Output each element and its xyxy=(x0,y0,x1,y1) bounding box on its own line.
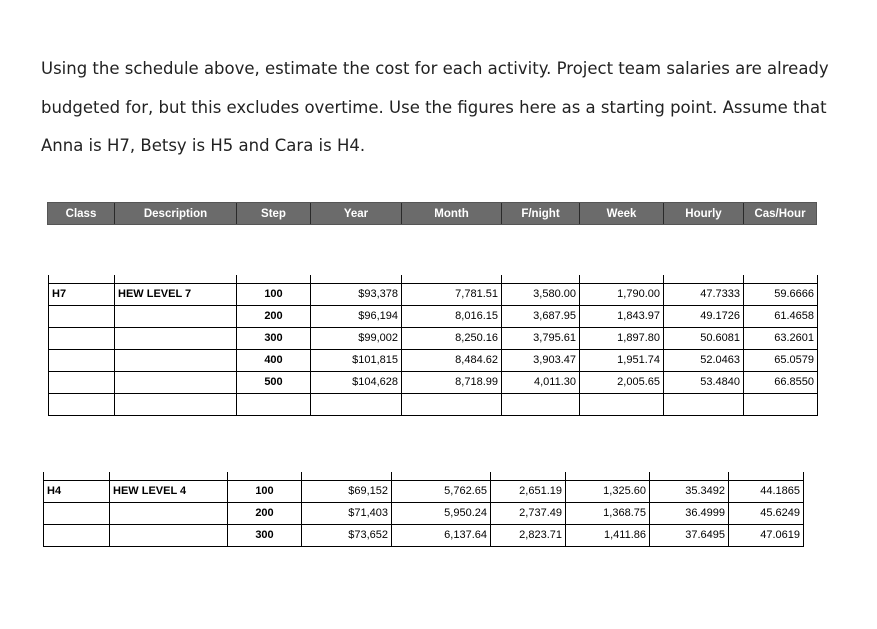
hourly-cell: 53.4840 xyxy=(664,371,744,393)
step-cell: 400 xyxy=(237,349,311,371)
hourly-cell: 49.1726 xyxy=(664,305,744,327)
step-cell: 100 xyxy=(237,283,311,305)
month-cell: 8,484.62 xyxy=(402,349,502,371)
step-cell: 300 xyxy=(228,524,302,546)
table-row xyxy=(49,305,818,327)
header-month: Month xyxy=(402,203,502,224)
hourly-cell: 52.0463 xyxy=(664,349,744,371)
month-cell: 8,718.99 xyxy=(402,371,502,393)
header-year: Year xyxy=(311,203,402,224)
header-class: Class xyxy=(48,203,115,224)
cas-hour-cell: 47.0619 xyxy=(729,524,804,546)
table-row xyxy=(49,371,818,393)
header-week: Week xyxy=(580,203,664,224)
instructions-paragraph xyxy=(41,50,841,166)
table-row xyxy=(44,502,804,524)
header-description: Description xyxy=(115,203,237,224)
cas-hour-cell: 61.4658 xyxy=(744,305,818,327)
week-cell: 1,843.97 xyxy=(580,305,664,327)
week-cell: 1,411.86 xyxy=(566,524,650,546)
class-cell: H4 xyxy=(44,480,110,502)
fnight-cell: 3,580.00 xyxy=(502,283,580,305)
cas-hour-cell: 45.6249 xyxy=(729,502,804,524)
step-cell: 200 xyxy=(228,502,302,524)
instructions-line-1: Using the schedule above, estimate the cost for each activity. Project team salaries are already xyxy=(41,59,829,78)
description-cell: HEW LEVEL 4 xyxy=(110,480,228,502)
month-cell: 5,950.24 xyxy=(392,502,491,524)
week-cell: 1,368.75 xyxy=(566,502,650,524)
year-cell: $73,652 xyxy=(302,524,392,546)
table-row xyxy=(49,283,818,305)
hourly-cell: 37.6495 xyxy=(650,524,729,546)
year-cell: $96,194 xyxy=(311,305,402,327)
fnight-cell: 3,687.95 xyxy=(502,305,580,327)
month-cell: 7,781.51 xyxy=(402,283,502,305)
hourly-cell: 47.7333 xyxy=(664,283,744,305)
year-cell: $93,378 xyxy=(311,283,402,305)
hourly-cell: 35.3492 xyxy=(650,480,729,502)
cas-hour-cell: 66.8550 xyxy=(744,371,818,393)
month-cell: 5,762.65 xyxy=(392,480,491,502)
header-hourly: Hourly xyxy=(664,203,744,224)
header-cas-hour: Cas/Hour xyxy=(754,207,806,220)
table-row xyxy=(49,349,818,371)
fnight-cell: 2,737.49 xyxy=(491,502,566,524)
week-cell: 1,325.60 xyxy=(566,480,650,502)
instructions-line-2: budgeted for, but this excludes overtime. Use the figures here as a starting point. Assume that xyxy=(41,97,827,117)
table-row-empty xyxy=(49,393,818,415)
month-cell: 6,137.64 xyxy=(392,524,491,546)
fnight-cell: 3,795.61 xyxy=(502,327,580,349)
header-fnight: F/night xyxy=(502,203,580,224)
table-row xyxy=(44,480,804,502)
table-row xyxy=(49,327,818,349)
salary-table-h7 xyxy=(48,275,818,416)
fnight-cell: 4,011.30 xyxy=(502,371,580,393)
year-cell: $69,152 xyxy=(302,480,392,502)
fnight-cell: 2,651.19 xyxy=(491,480,566,502)
year-cell: $101,815 xyxy=(311,349,402,371)
week-cell: 1,790.00 xyxy=(580,283,664,305)
cas-hour-cell: 63.2601 xyxy=(744,327,818,349)
description-cell: HEW LEVEL 7 xyxy=(115,283,237,305)
hourly-cell: 36.4999 xyxy=(650,502,729,524)
class-cell: H7 xyxy=(49,283,115,305)
month-cell: 8,016.15 xyxy=(402,305,502,327)
table-header xyxy=(47,202,817,225)
salary-table-h4 xyxy=(43,472,804,547)
step-cell: 200 xyxy=(237,305,311,327)
week-cell: 1,897.80 xyxy=(580,327,664,349)
year-cell: $104,628 xyxy=(311,371,402,393)
cas-hour-cell: 65.0579 xyxy=(744,349,818,371)
step-cell: 500 xyxy=(237,371,311,393)
header-step: Step xyxy=(237,203,311,224)
step-cell: 100 xyxy=(228,480,302,502)
instructions-line-3: Anna is H7, Betsy is H5 and Cara is H4. xyxy=(41,136,366,155)
week-cell: 2,005.65 xyxy=(580,371,664,393)
fnight-cell: 2,823.71 xyxy=(491,524,566,546)
cas-hour-cell: 59.6666 xyxy=(744,283,818,305)
year-cell: $99,002 xyxy=(311,327,402,349)
step-cell: 300 xyxy=(237,327,311,349)
week-cell: 1,951.74 xyxy=(580,349,664,371)
cas-hour-cell: 44.1865 xyxy=(729,480,804,502)
hourly-cell: 50.6081 xyxy=(664,327,744,349)
table-row xyxy=(44,524,804,546)
year-cell: $71,403 xyxy=(302,502,392,524)
month-cell: 8,250.16 xyxy=(402,327,502,349)
fnight-cell: 3,903.47 xyxy=(502,349,580,371)
